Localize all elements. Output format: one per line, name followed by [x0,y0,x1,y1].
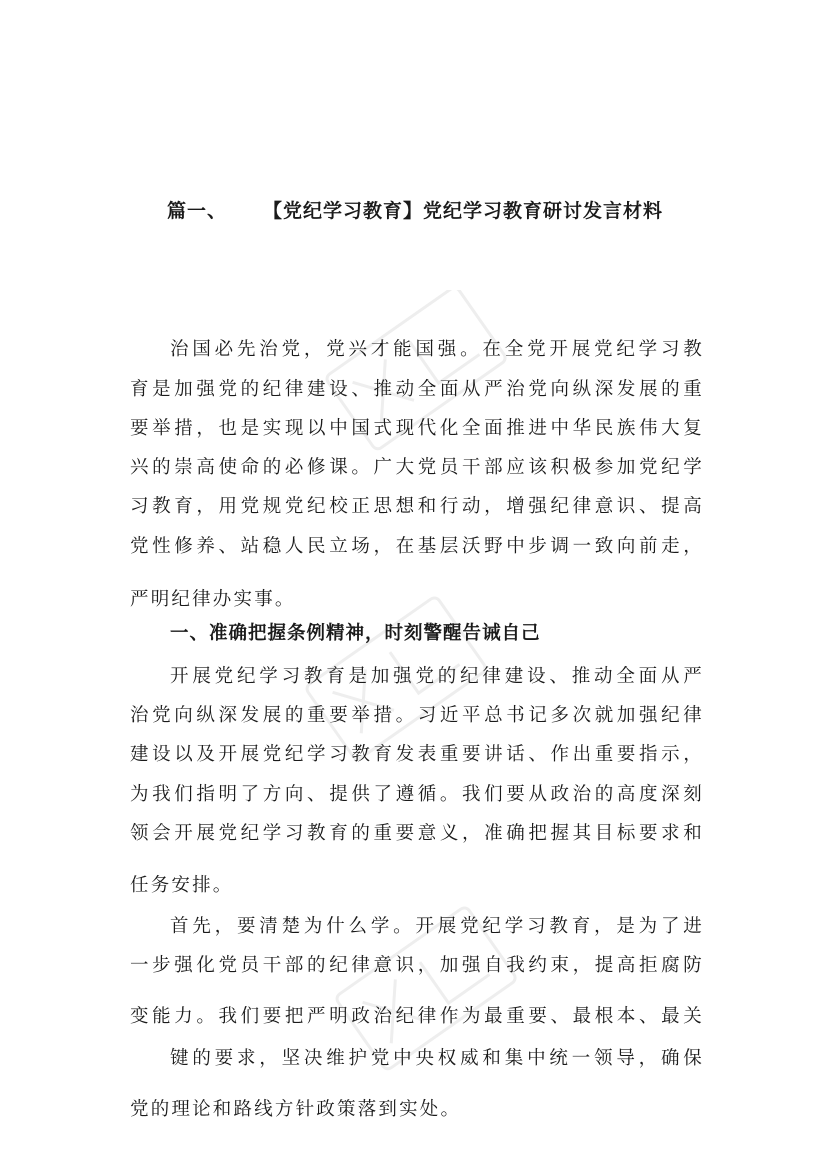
title-main: 【党纪学习教育】党纪学习教育研讨发言材料 [263,200,664,222]
paragraph-line: 开展党纪学习教育是加强党的纪律建设、推动全面从严 [170,666,704,687]
paragraph-line: 党的理论和路线方针政策落到实处。 [130,1099,462,1120]
paragraph-line: 为我们指明了方向、提供了遵循。我们要从政治的高度深刻 [130,784,704,805]
paragraph-line: 治国必先治党，党兴才能国强。在全党开展党纪学习教 [170,339,704,360]
paragraph-line: 领会开展党纪学习教育的重要意义，准确把握其目标要求和 [130,823,704,844]
paragraph-line: 键的要求，坚决维护党中央权威和集中统一领导，确保 [170,1048,704,1069]
document-title [0,196,830,223]
paragraph-line: 治党向纵深发展的重要举措。习近平总书记多次就加强纪律 [130,705,704,726]
paragraph-line: 任务安排。 [130,875,234,896]
paragraph-line: 要举措，也是实现以中国式现代化全面推进中华民族伟大复 [130,418,704,439]
paragraph-line: 育是加强党的纪律建设、推动全面从严治党向纵深发展的重 [130,379,704,400]
title-prefix: 篇一、 [166,200,227,222]
paragraph-line: 首先，要清楚为什么学。开展党纪学习教育，是为了进 [170,916,704,937]
paragraph-line: 变能力。我们要把严明政治纪律作为最重要、最根本、最关 [130,1006,704,1027]
paragraph-line: 兴的崇高使命的必修课。广大党员干部应该积极参加党纪学 [130,457,704,478]
paragraph-line: 习教育，用党规党纪校正思想和行动，增强纪律意识、提高 [130,496,704,517]
paragraph-line: 严明纪律办实事。 [130,589,296,610]
section-heading: 一、准确把握条例精神，时刻警醒告诫自己 [170,623,541,644]
paragraph-line: 一步强化党员干部的纪律意识，加强自我约束，提高拒腐防 [130,955,704,976]
paragraph-line: 建设以及开展党纪学习教育发表重要讲话、作出重要指示， [130,744,704,765]
paragraph-line: 党性修养、站稳人民立场，在基层沃野中步调一致向前走， [130,536,704,557]
